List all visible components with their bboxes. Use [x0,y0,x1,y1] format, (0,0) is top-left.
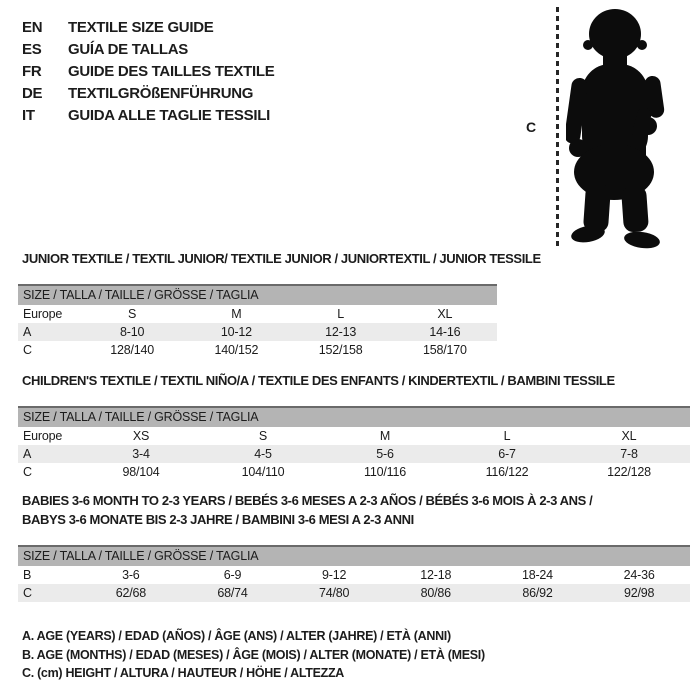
language-label: GUIDA ALLE TAGLIE TESSILI [68,107,270,124]
table-cell: 98/104 [122,465,160,479]
table-row [18,323,497,341]
table-cell: 8-10 [120,325,145,339]
size-table-section-junior [18,249,541,359]
section-title-line: CHILDREN'S TEXTILE / TEXTIL NIÑO/A / TEXTILE DES ENFANTS / KINDERTEXTIL / BAMBINI TESSILE [22,373,615,388]
table-cell: 152/158 [318,343,363,357]
table-cell: XL [437,307,453,321]
row-label: Europe [23,307,63,321]
table-cell: XL [621,429,637,443]
height-measure-dashed-line [556,7,559,247]
table-cell: 68/74 [217,586,248,600]
table-cell: 140/152 [214,343,259,357]
table-cell: L [337,307,344,321]
table-row [18,445,690,463]
table-cell: 122/128 [607,465,651,479]
table-cell: M [379,429,391,443]
language-code: DE [22,85,43,102]
footnotes [22,627,485,683]
size-table-junior [18,305,497,359]
table-cell: L [503,429,511,443]
table-cell: S [128,307,137,321]
language-code: EN [22,19,43,36]
table-cell: 6-9 [223,568,242,582]
table-row [18,427,690,445]
footnote: C. (cm) HEIGHT / ALTURA / HAUTEUR / HÖHE / ALTEZZA [22,666,345,680]
table-cell: 104/110 [241,465,285,479]
row-label: B [23,568,32,582]
table-cell: 24-36 [623,568,655,582]
section-title-line: JUNIOR TEXTILE / TEXTIL JUNIOR/ TEXTILE JUNIOR / JUNIORTEXTIL / JUNIOR TESSILE [22,251,541,266]
size-table-children [18,427,690,481]
table-cell: 62/68 [115,586,146,600]
table-cell: 74/80 [319,586,350,600]
language-label: TEXTILE SIZE GUIDE [68,19,214,36]
table-cell: S [258,429,268,443]
table-cell: 6-7 [498,447,516,461]
language-row [22,61,274,83]
table-size-header: SIZE / TALLA / TAILLE / GRÖSSE / TAGLIA [18,284,497,305]
row-label: Europe [23,429,63,443]
language-code: IT [22,107,35,124]
table-cell: 80/86 [420,586,451,600]
table-cell: 128/140 [110,343,155,357]
language-row [22,105,274,127]
table-row [18,566,690,584]
footnote: B. AGE (MONTHS) / EDAD (MESES) / ÂGE (MOIS) / ALTER (MONATE) / ETÀ (MESI) [22,647,485,662]
section-title [18,249,541,268]
table-cell: 12-13 [325,325,357,339]
language-label: GUÍA DE TALLAS [68,41,188,58]
row-label: C [23,343,32,357]
size-table-section-children [18,371,690,481]
row-label: A [23,447,32,461]
table-row [18,305,497,323]
table-cell: 7-8 [620,447,638,461]
row-label: C [23,586,32,600]
height-measure-figure [520,0,700,260]
footnote: A. AGE (YEARS) / EDAD (AÑOS) / ÂGE (ANS) / ALTER (JAHRE) / ETÀ (ANNI) [22,629,451,643]
table-cell: 86/92 [522,586,553,600]
table-cell: 116/122 [485,465,529,479]
table-cell: 10-12 [220,325,252,339]
section-title [18,491,690,529]
language-row [22,39,274,61]
table-size-header: SIZE / TALLA / TAILLE / GRÖSSE / TAGLIA [18,406,690,427]
language-row [22,83,274,105]
table-cell: 5-6 [376,447,394,461]
height-measure-label: C [526,119,537,135]
table-cell: 18-24 [521,568,553,582]
table-cell: 4-5 [254,447,272,461]
table-cell: 3-4 [132,447,150,461]
language-code: FR [22,63,42,80]
table-row [18,341,497,359]
table-row [18,463,690,481]
language-code: ES [22,41,42,58]
row-label: C [23,465,32,479]
table-row [18,584,690,602]
table-size-header: SIZE / TALLA / TAILLE / GRÖSSE / TAGLIA [18,545,690,566]
language-list [22,17,274,127]
size-table-babies [18,566,690,602]
section-title-line: BABIES 3-6 MONTH TO 2-3 YEARS / BEBÉS 3-6 MESES A 2-3 AÑOS / BÉBÉS 3-6 MOIS À 2-3 ANS / [22,493,593,508]
table-cell: 12-18 [420,568,452,582]
language-label: GUIDE DES TAILLES TEXTILE [68,63,275,80]
language-row [22,17,274,39]
table-cell: 158/170 [422,343,467,357]
section-title [18,371,690,390]
language-label: TEXTILGRÖßENFÜHRUNG [68,85,254,102]
table-cell: M [231,307,242,321]
table-cell: 3-6 [122,568,140,582]
table-cell: 14-16 [429,325,461,339]
toddler-silhouette [566,6,678,250]
table-cell: 110/116 [364,465,406,479]
row-label: A [23,325,32,339]
section-title-line: BABYS 3-6 MONATE BIS 2-3 JAHRE / BAMBINI 3-6 MESI A 2-3 ANNI [22,512,414,527]
table-cell: 9-12 [322,568,347,582]
table-cell: 92/98 [624,586,655,600]
table-cell: XS [132,429,150,443]
size-table-section-babies [18,491,690,602]
